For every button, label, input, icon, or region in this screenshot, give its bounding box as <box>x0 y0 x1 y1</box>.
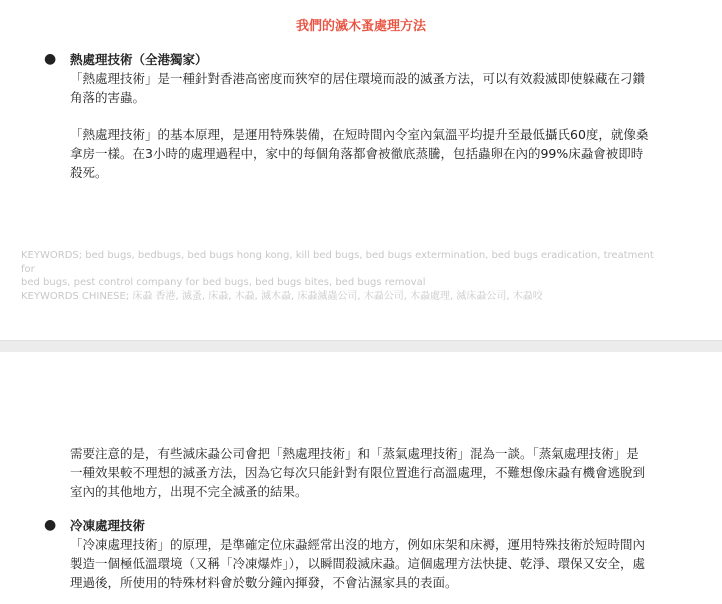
note-paragraph: 需要注意的是，有些滅床蝨公司會把「熱處理技術」和「蒸氣處理技術」混為一談。「蒸氣處理技術」是一種效果較不理想的滅蚤方法，因為它每次只能針對有限位置進行高溫處理，不難想像床蝨有機會逃脫到室內的其他地方，出現不完全滅蚤的結果。 <box>70 446 646 499</box>
note-block <box>70 444 650 501</box>
keywords-line-1: KEYWORDS; bed bugs, bedbugs, bed bugs hong kong, kill bed bugs, bed bugs extermination, bed bugs eradication, treatment for <box>21 250 654 275</box>
section-heading-heat: 熱處理技術（全港獨家） <box>70 52 208 67</box>
page-bottom <box>0 352 722 604</box>
keywords-line-3: KEYWORDS CHINESE; 床蝨 香港, 滅蚤, 床蝨, 木蝨, 滅木蝨, 床蝨滅蟲公司, 木蝨公司, 木蝨處理, 滅床蝨公司, 木蝨咬 <box>21 290 543 302</box>
bullet-icon: ● <box>44 517 57 533</box>
keywords-line-2: bed bugs, pest control company for bed bugs, bed bugs bites, bed bugs removal <box>21 277 426 288</box>
page-title: 我們的滅木蚤處理方法 <box>295 19 426 34</box>
paragraph-gap <box>70 107 650 125</box>
section-heat-treatment <box>44 50 650 182</box>
section-freeze-treatment <box>44 516 650 592</box>
freeze-paragraph-1: 「冷凍處理技術」的原理，是準確定位床蝨經常出沒的地方，例如床架和床褥，運用特殊技術於短時間內製造一個極低溫環境（又稱「冷凍爆炸」），以瞬間殺滅床蝨。這個處理方法快捷、乾淨、環保又安全，處理過後，所使用的特殊材料會於數分鐘內揮發，不會沾濕家具的表面。 <box>70 537 646 590</box>
keywords-block <box>21 249 661 303</box>
bullet-icon: ● <box>44 51 57 67</box>
heat-paragraph-1: 「熱處理技術」是一種針對香港高密度而狹窄的居住環境而設的滅蚤方法，可以有效殺滅即使躲藏在刁鑽角落的害蟲。 <box>70 71 646 105</box>
section-heading-freeze: 冷凍處理技術 <box>70 518 146 533</box>
heat-paragraph-2: 「熱處理技術」的基本原理，是運用特殊裝備，在短時間內令室內氣溫平均提升至最低攝氏60度，就像桑拿房一樣。在3小時的處理過程中，家中的每個角落都會被徹底蒸騰，包括蟲卵在內的99%床蝨會被即時殺死。 <box>70 127 649 180</box>
